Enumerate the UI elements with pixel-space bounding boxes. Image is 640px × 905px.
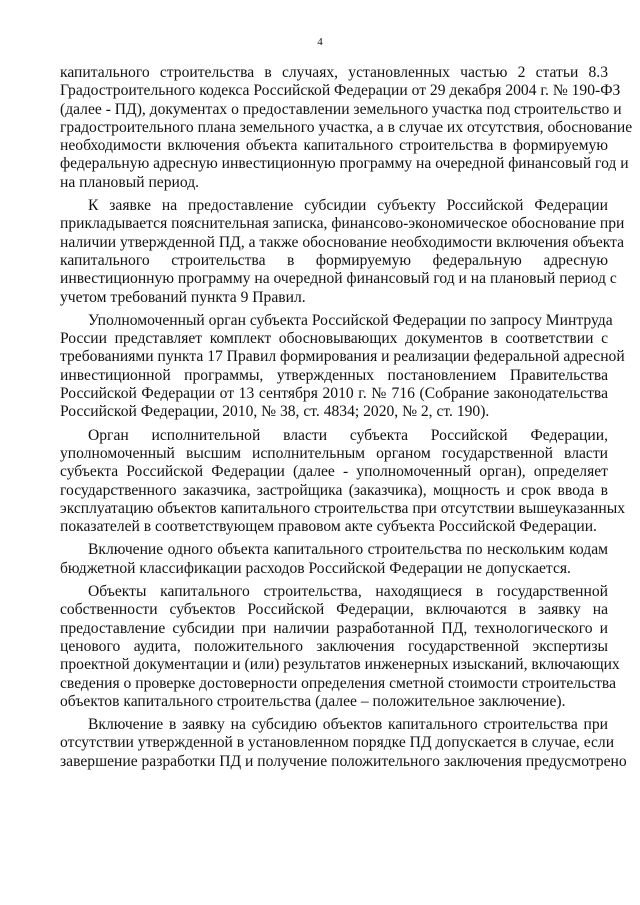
text-line: федеральную адресную инвестиционную программу на очередной финансовый год и [60,155,629,173]
document-body [60,64,633,776]
text-line: объектов капитального строительства (далее – положительное заключение). [60,692,566,710]
text-line: капитального строительства в случаях, установленных частью 2 статьи 8.3 [60,64,608,81]
text-line: наличии утвержденной ПД, а также обоснование необходимости включения объекта [60,233,625,251]
text-line: отсутствии утвержденной в установленном порядке ПД допускается в случае, если [60,734,615,752]
text-line: Градостроительного кодекса Российской Федерации от 29 декабря 2004 г. № 190-ФЗ [60,82,621,100]
text-line: учетом требований пункта 9 Правил. [60,288,306,306]
text-line: субъекта Российской Федерации (далее - уполномоченный орган), определяет [60,463,608,481]
text-line: инвестиционную программу на очередной финансовый год и на плановый период с [60,270,617,288]
text-line: на плановый период. [60,173,200,191]
paragraph [60,197,625,307]
paragraph [60,311,625,422]
text-line: Объекты капитального строительства, находящиеся в государственной [88,583,608,601]
text-line: Российской Федерации, 2010, № 38, ст. 4834; 2020, № 2, ст. 190). [60,403,490,421]
page-number: 4 [317,36,323,48]
text-line: завершение разработки ПД и получение положительного заключения предусмотрено [60,752,627,770]
text-line: Включение в заявку на субсидию объектов капитального строительства при [88,716,608,734]
text-line: России представляет комплект обосновывающих документов в соответствии с [60,330,608,348]
text-line: собственности субъектов Российской Федерации, включаются в заявку на [60,601,608,619]
text-line: (далее - ПД), документах о предоставлении земельного участка под строительство и [60,100,622,118]
text-line: Российской Федерации от 13 сентября 2010 г. № 716 (Собрание законодательства [60,385,608,403]
text-line: Включение одного объекта капитального строительства по нескольким кодам [88,541,608,559]
text-line: уполномоченный высшим исполнительным органом государственной власти [60,444,608,462]
text-line: показателей в соответствующем правовом акте субъекта Российской Федерации. [60,518,597,536]
paragraph [60,426,625,537]
text-line: ценового аудита, положительного заключения государственной экспертизы [60,637,608,655]
paragraph [60,716,627,771]
text-line: требованиями пункта 17 Правил формирования и реализации федеральной адресной [60,348,625,366]
text-line: бюджетной классификации расходов Российской Федерации не допускается. [60,559,571,577]
text-line: государственного заказчика, застройщика (заказчика), мощность и срок ввода в [60,481,608,499]
text-line: К заявке на предоставление субсидии субъекту Российской Федерации [88,197,608,215]
text-line: инвестиционной программы, утвержденных постановлением Правительства [60,366,608,384]
paragraph [60,541,608,578]
text-line: эксплуатацию объектов капитального строительства при отсутствии вышеуказанных [60,499,625,517]
text-line: прикладывается пояснительная записка, финансово-экономическое обоснование при [60,215,625,233]
text-line: сведения о проверке достоверности определения сметной стоимости строительства [60,674,616,692]
text-line: предоставление субсидии при наличии разработанной ПД, технологического и [60,619,608,637]
text-line: проектной документации и (или) результатов инженерных изысканий, включающих [60,656,620,674]
text-line: градостроительного плана земельного участка, а в случае их отсутствия, обоснование [60,118,633,136]
paragraph [60,583,620,711]
text-line: Уполномоченный орган субъекта Российской Федерации по запросу Минтруда [88,311,613,329]
text-line: необходимости включения объекта капитального строительства в формируемую [60,137,608,155]
text-line: капитального строительства в формируемую федеральную адресную [60,251,608,269]
paragraph [60,64,633,192]
text-line: Орган исполнительной власти субъекта Российской Федерации, [88,426,608,444]
